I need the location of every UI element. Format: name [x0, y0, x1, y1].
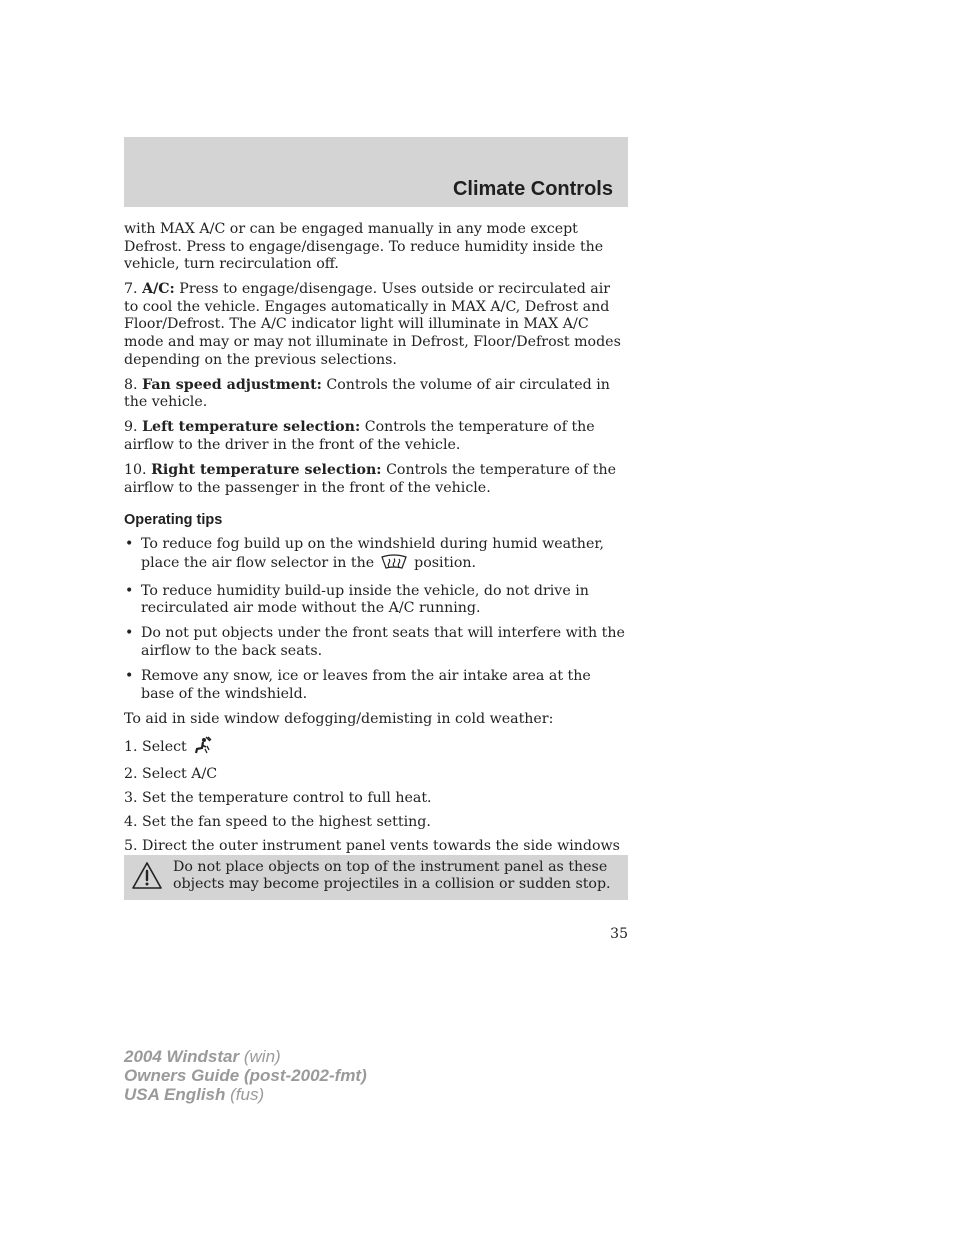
defog-steps	[124, 736, 628, 856]
list-item: 3. Set the temperature control to full heat.	[124, 789, 432, 806]
list-item: 1. Select	[124, 736, 628, 760]
warning-text: Do not place objects on top of the instrument panel as these objects may become projectiles in a collision or sudden stop.	[173, 859, 611, 892]
section-header	[124, 137, 628, 207]
list-item: • To reduce fog build up on the windshield during humid weather, place the air flow selector in the position.	[124, 536, 628, 575]
footer-line-2: Owners Guide (post-2002-fmt)	[124, 1066, 367, 1085]
list-item: • To reduce humidity build-up inside the vehicle, do not drive in recirculated air mode without the A/C running.	[124, 583, 628, 618]
list-item: • Remove any snow, ice or leaves from the air intake area at the base of the windshield.	[124, 668, 628, 703]
footer-line-3: USA English (fus)	[124, 1085, 265, 1104]
page-number: 35	[610, 926, 628, 942]
footer	[124, 1047, 367, 1104]
page-content	[124, 221, 628, 862]
list-item: • Do not put objects under the front seats that will interfere with the airflow to the back seats.	[124, 625, 628, 660]
intro-paragraph: with MAX A/C or can be engaged manually in any mode except Defrost. Press to engage/disengage. To reduce humidity inside the vehicle, turn recirculation off.	[124, 221, 604, 273]
item-fan-speed: 8. Fan speed adjustment: Controls the volume of air circulated in the vehicle.	[124, 376, 610, 411]
list-item: 4. Set the fan speed to the highest setting.	[124, 814, 431, 831]
operating-tips-heading: Operating tips	[124, 512, 223, 529]
warning-box	[124, 855, 628, 900]
defog-intro: To aid in side window defogging/demisting in cold weather:	[124, 710, 554, 727]
tips-list	[124, 536, 628, 703]
warning-triangle-icon	[131, 861, 163, 895]
defrost-icon	[380, 554, 408, 576]
footer-line-1: 2004 Windstar (win)	[124, 1047, 281, 1066]
list-item: 2. Select A/C	[124, 765, 218, 782]
floor-defrost-icon	[193, 736, 213, 760]
item-left-temp: 9. Left temperature selection: Controls the temperature of the airflow to the driver in the front of the vehicle.	[124, 419, 595, 454]
list-item: 5. Direct the outer instrument panel vents towards the side windows	[124, 838, 620, 855]
item-right-temp: 10. Right temperature selection: Controls the temperature of the airflow to the passenger in the front of the vehicle.	[124, 462, 617, 496]
section-title: Climate Controls	[452, 178, 613, 200]
item-ac: 7. A/C: Press to engage/disengage. Uses outside or recirculated air to cool the vehicle. Engages automatically in MAX A/C, Defrost and Floor/Defrost. The A/C indicator light will illuminate in MAX A/C mode and may or may not illuminate in Defrost, Floor/Defrost modes depending on the previous selections.	[124, 281, 621, 368]
